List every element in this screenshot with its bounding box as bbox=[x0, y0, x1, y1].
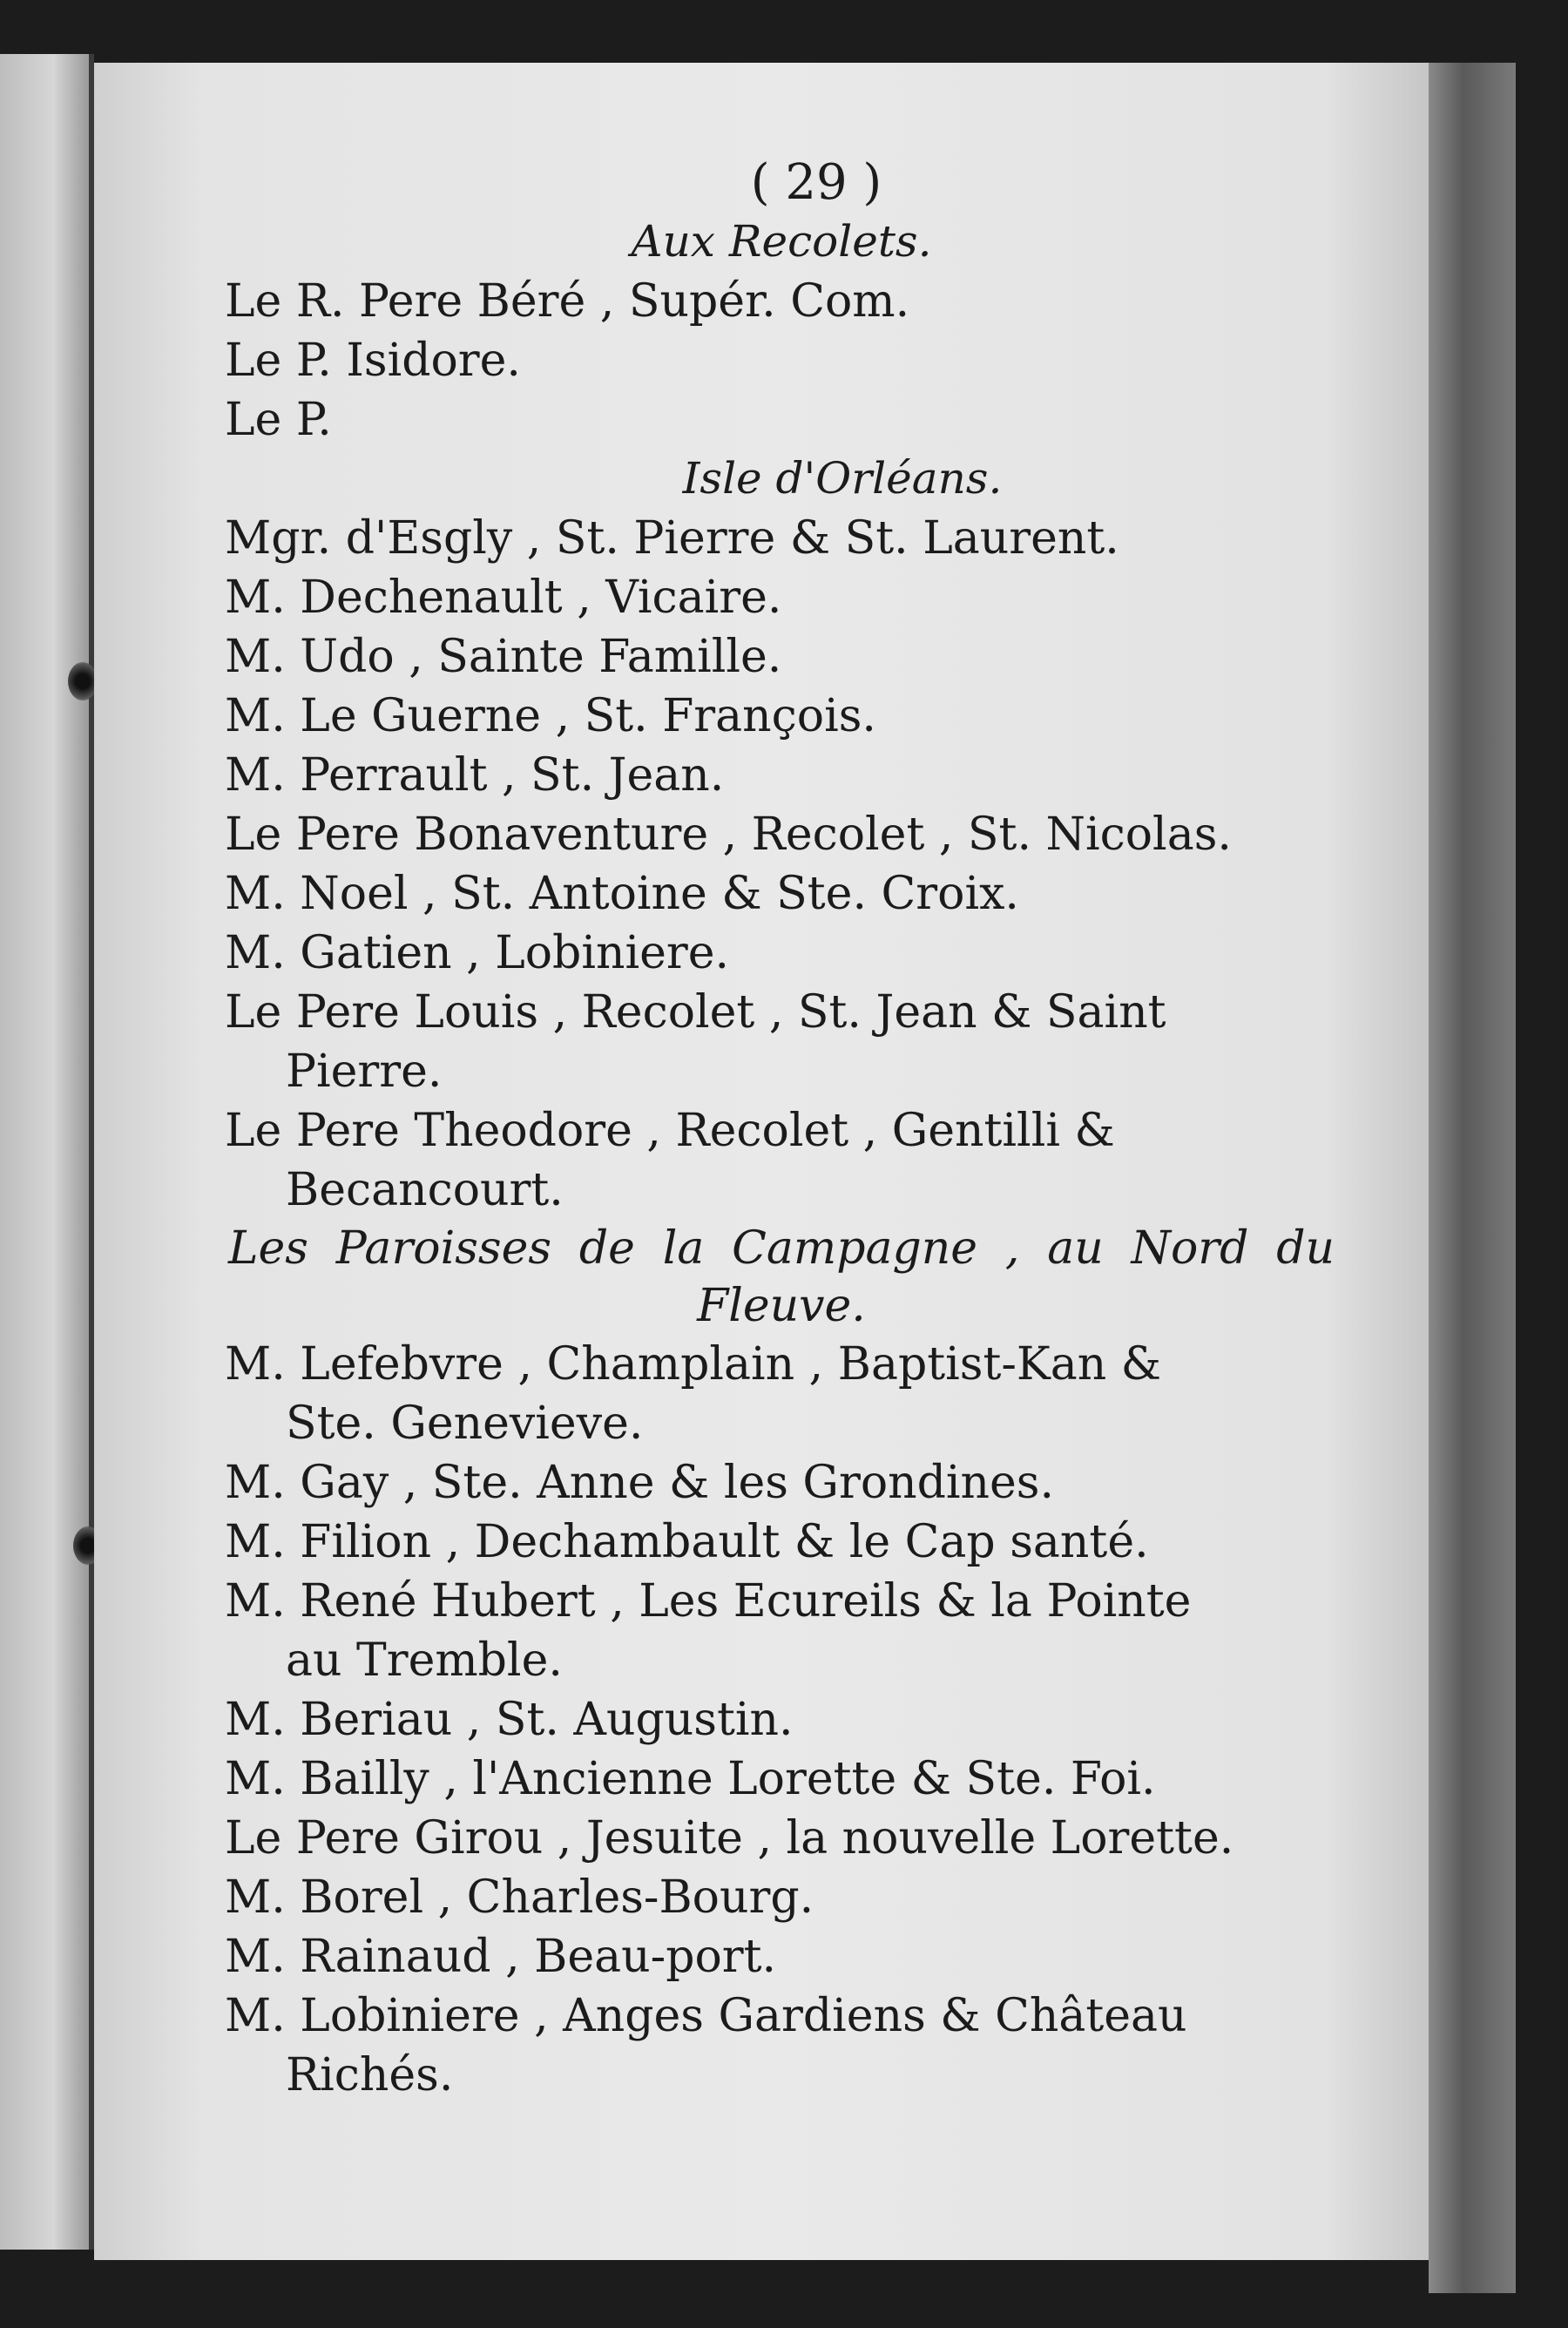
list-item: Le Pere Bonaventure , Recolet , St. Nicolas. bbox=[225, 809, 1232, 861]
list-item: M. René Hubert , Les Ecureils & la Pointe au Tremble. bbox=[228, 1572, 1335, 1690]
list-item: Le Pere Girou , Jesuite , la nouvelle Lorette. bbox=[225, 1812, 1234, 1864]
list-item: M. Perrault , St. Jean. bbox=[225, 749, 725, 802]
section-heading: Les Paroisses de la Campagne , au Nord du Fleuve. bbox=[228, 1222, 1335, 1332]
list-item: M. Lefebvre , Champlain , Baptist-Kan & Ste. Genevieve. bbox=[228, 1335, 1335, 1453]
list-item: Le R. Pere Béré , Supér. Com. bbox=[225, 275, 910, 328]
list-item: M. Noel , St. Antoine & Ste. Croix. bbox=[225, 868, 1019, 920]
list-item: Le Pere Louis , Recolet , St. Jean & Saint Pierre. bbox=[228, 983, 1335, 1101]
list-item: M. Dechenault , Vicaire. bbox=[225, 572, 782, 624]
list-item: Le P. bbox=[225, 394, 332, 446]
list-item: M. Rainaud , Beau-port. bbox=[225, 1931, 777, 1983]
list-item-continuation: Ste. Genevieve. bbox=[286, 1397, 644, 1450]
list-item: Mgr. d'Esgly , St. Pierre & St. Laurent. bbox=[225, 512, 1119, 565]
list-item: M. Borel , Charles-Bourg. bbox=[225, 1871, 814, 1924]
facing-page-edge bbox=[0, 54, 89, 2250]
page-stack-edge bbox=[1429, 63, 1516, 2293]
list-item: Le P. Isidore. bbox=[225, 335, 521, 387]
list-item: M. Udo , Sainte Famille. bbox=[225, 631, 782, 683]
list-item: M. Gay , Ste. Anne & les Grondines. bbox=[225, 1457, 1055, 1509]
page-text bbox=[225, 154, 1335, 2105]
section-heading: Aux Recolets. bbox=[631, 216, 932, 267]
list-item-continuation: Becancourt. bbox=[286, 1164, 564, 1216]
page-number: ( 29 ) bbox=[750, 154, 882, 211]
list-item: M. Beriau , St. Augustin. bbox=[225, 1694, 794, 1746]
list-item: M. Le Guerne , St. François. bbox=[225, 690, 876, 742]
list-item: M. Filion , Dechambault & le Cap santé. bbox=[225, 1516, 1149, 1568]
list-item: M. Lobiniere , Anges Gardiens & Château Richés. bbox=[228, 1986, 1335, 2105]
list-item: M. Gatien , Lobiniere. bbox=[225, 927, 730, 979]
section-heading: Isle d'Orléans. bbox=[682, 453, 1003, 504]
list-item-continuation: au Tremble. bbox=[286, 1634, 563, 1687]
binding-hole-icon bbox=[68, 662, 98, 700]
list-item-continuation: Richés. bbox=[286, 2049, 454, 2101]
list-item-continuation: Pierre. bbox=[286, 1046, 443, 1098]
list-item: Le Pere Theodore , Recolet , Gentilli & Becancourt. bbox=[228, 1101, 1335, 1220]
list-item: M. Bailly , l'Ancienne Lorette & Ste. Foi. bbox=[225, 1753, 1156, 1805]
